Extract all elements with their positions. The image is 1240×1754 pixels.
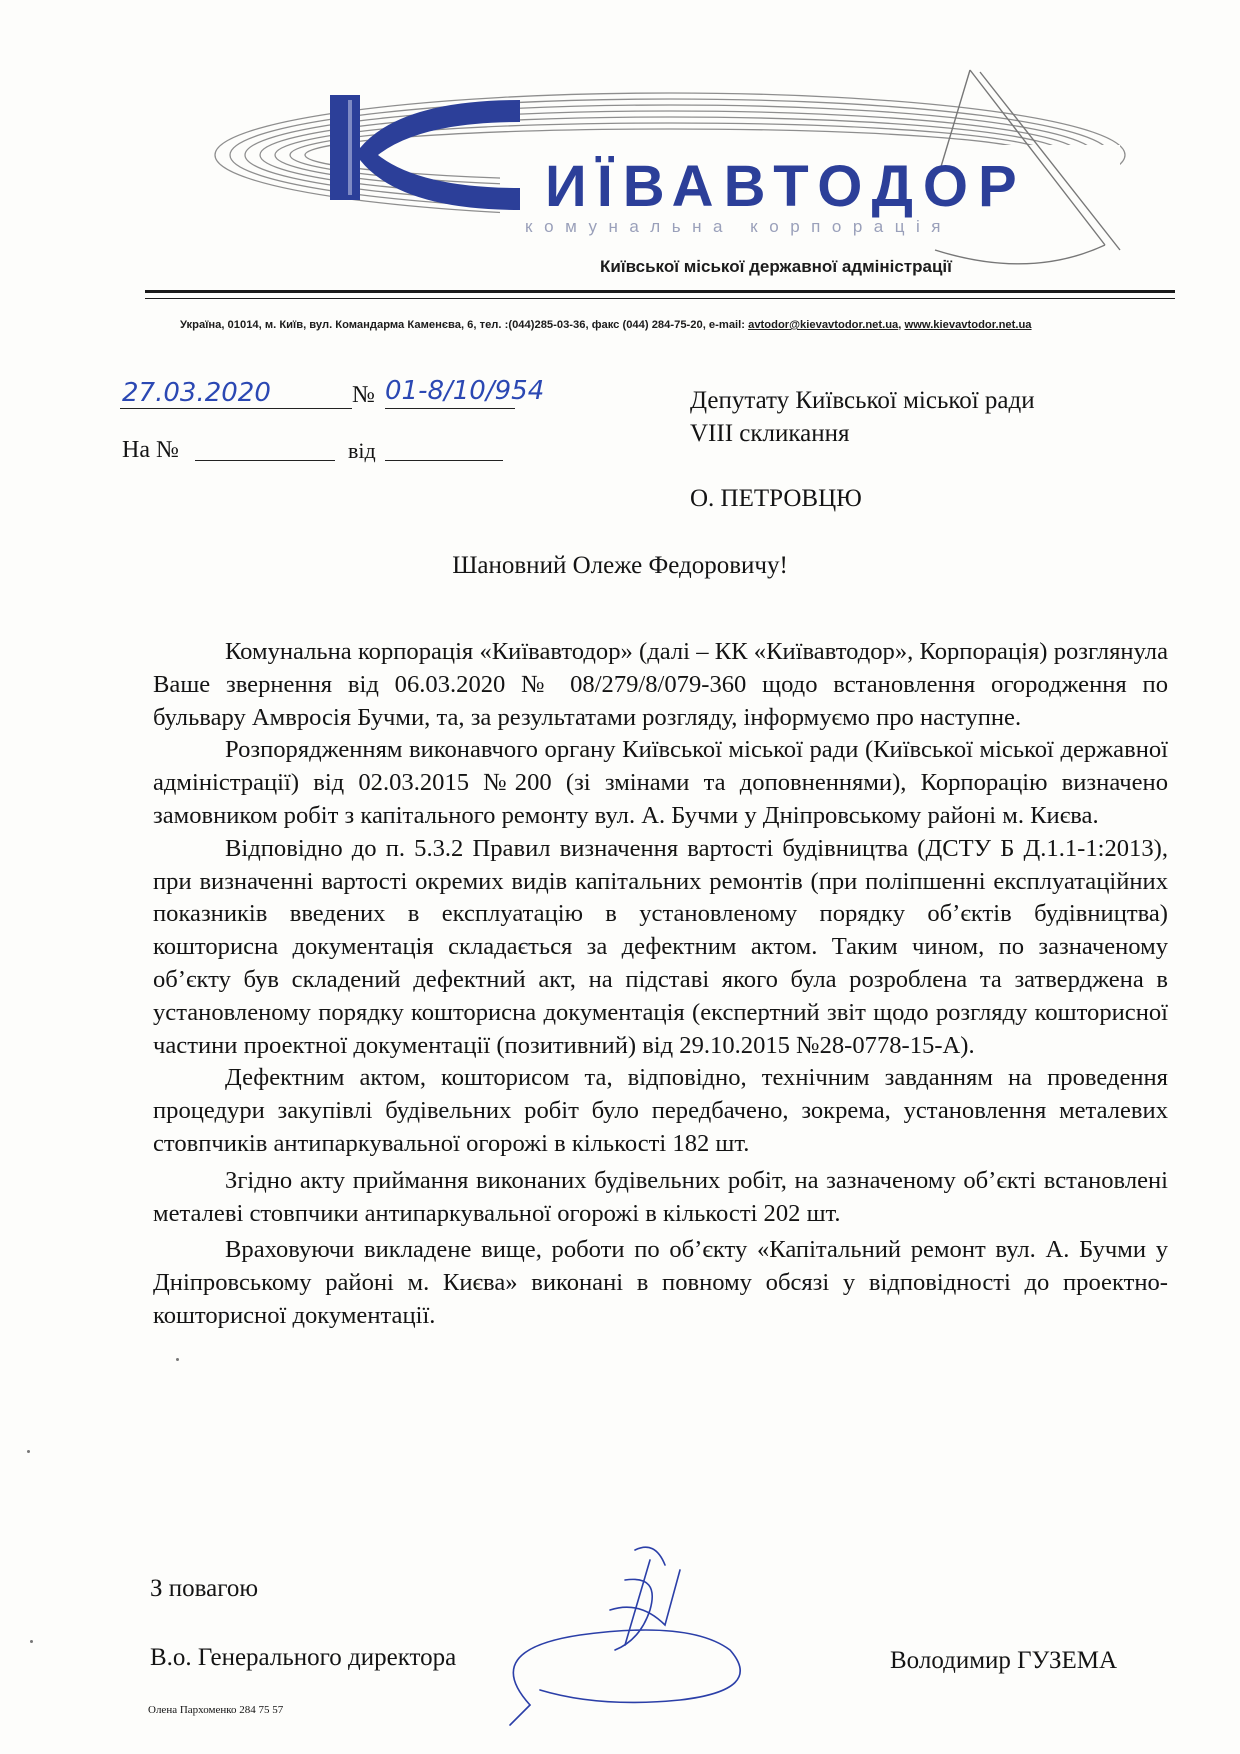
header-divider [145, 290, 1175, 293]
outgoing-date: 27.03.2020 [122, 378, 271, 408]
scan-speck [27, 1450, 30, 1453]
body-paragraph: Згідно акту приймання виконаних будівельних робіт, на зазначеному об’єкті встановлені металеві стовпчики антипаркувальної огорожі в кількості 202 шт. [153, 1166, 1168, 1227]
recipient-line1: Депутату Київської міської ради [690, 387, 1035, 414]
scan-speck [30, 1640, 33, 1643]
regards: З повагою [150, 1575, 259, 1602]
contacts-address: Україна, 01014, м. Київ, вул. Командарма Каменєва, 6, тел. :(044)285-03-36, факс (044) 284-75-20, e-mail: [180, 319, 749, 331]
org-name: ИЇВАВТОДОР [545, 154, 1027, 219]
outgoing-number: 01-8/10/954 [385, 376, 545, 406]
scan-speck [176, 1358, 179, 1361]
body-paragraph: Відповідно до п. 5.3.2 Правил визначення вартості будівництва (ДСТУ Б Д.1.1-1:2013), при визначенні вартості окремих видів капітальних ремонтів (при поліпшенні експлуатаційних показників введених в експлуатацію в установленому порядку об’єктів будівництва) кошторисна документація складається за дефектним актом. Таким чином, по зазначеному об’єкту був складений дефектний акт, на підставі якого була розроблена та затверджена в установленому порядку кошторисна документація (експертний звіт щодо розгляду кошторисної частини проектної документації (позитивний) від 29.10.2015 №28-0778-15-А). [153, 834, 1168, 1059]
recipient-line2: VIII скликання [690, 420, 850, 447]
body-paragraph: Комунальна корпорація «Київавтодор» (далі – КК «Київавтодор», Корпорація) розглянула Ваше звернення від 06.03.2020 № 08/279/8/079-360 щодо встановлення огородження по бульвару Амвросія Бучми, та, за результатами розгляду, інформуємо про наступне. [153, 638, 1168, 731]
body-paragraph: Розпорядженням виконавчого органу Київської міської ради (Київської міської державної адміністрації) від 02.03.2015 №200 (зі змінами та доповненнями), Корпорацію визначено замовником робіт з капітального ремонту вул. А. Бучми у Дніпровському районі м. Києва. [153, 736, 1168, 829]
date-underline [120, 408, 352, 409]
letter-body [153, 636, 1168, 1333]
number-prefix: № [352, 382, 375, 408]
header-divider-thin [145, 298, 1175, 299]
reply-number-line [195, 460, 335, 461]
website-link[interactable]: www.kievavtodor.net.ua [904, 319, 1032, 331]
email-link[interactable]: avtodor@kievavtodor.net.ua [748, 319, 899, 331]
reply-date-line [385, 460, 503, 461]
body-paragraph: Враховуючи викладене вище, роботи по об’єкту «Капітальний ремонт вул. А. Бучми у Дніпровському районі м. Києва» виконані в повному обсязі у відповідності до проектно-кошторисної документації. [153, 1236, 1168, 1329]
body-paragraph: Дефектним актом, кошторисом та, відповідно, технічним завданням на проведення процедури закупівлі будівельних робіт було передбачено, зокрема, установлення металевих стовпчиків антипаркувальної огорожі в кількості 182 шт. [153, 1064, 1168, 1157]
recipient-name: О. ПЕТРОВЦЮ [690, 485, 862, 512]
org-admin-line: Київської міської державної адміністрації [600, 257, 952, 276]
signer-position: В.о. Генерального директора [150, 1644, 457, 1671]
signer-name: Володимир ГУЗЕМА [890, 1647, 1118, 1674]
reply-from: від [348, 438, 376, 463]
number-underline [385, 408, 515, 409]
contacts-line [180, 320, 1032, 331]
reply-prefix: На № [122, 437, 179, 463]
org-subtitle: комунальна корпорація [525, 217, 952, 236]
executor-line: Олена Пархоменко 284 75 57 [148, 1704, 284, 1716]
handwritten-signature-icon [500, 1530, 760, 1730]
salutation: Шановний Олеже Федоровичу! [452, 552, 788, 579]
contacts-separator: , [898, 319, 905, 331]
